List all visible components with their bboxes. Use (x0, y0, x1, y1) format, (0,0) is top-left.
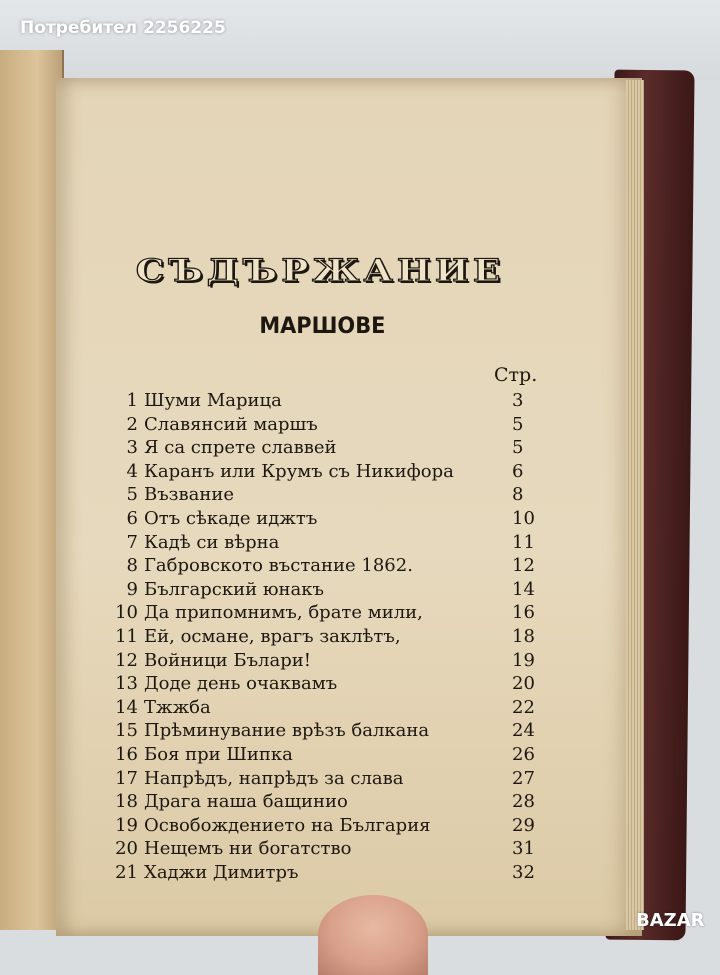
contents-heading (0, 250, 720, 292)
toc-entry-title: Боя при Шипка (144, 743, 293, 765)
toc-entry (110, 720, 550, 744)
toc-entry-title: Славянсий маршъ (144, 413, 318, 435)
toc-entry-title: Да припомнимъ, брате мили, (144, 602, 423, 624)
toc-entry (110, 673, 550, 697)
toc-entry-title: Драга наша бащинио (144, 791, 348, 813)
toc-entry-page: 14 (512, 578, 535, 600)
toc-entry (110, 697, 550, 721)
toc-entry (110, 532, 550, 556)
toc-entry-title: Освобождението на България (144, 814, 431, 836)
toc-entry-number: 16 (115, 743, 138, 765)
toc-entry-page: 27 (512, 767, 535, 789)
toc-entry-number: 13 (115, 673, 138, 695)
thumb (318, 895, 428, 975)
toc-entry-title: Нещемъ ни богатство (144, 838, 352, 860)
toc-entry-number: 21 (115, 861, 138, 883)
left-page (0, 50, 64, 930)
user-watermark: Потребител 2256225 (20, 18, 226, 38)
toc-entry (110, 768, 550, 792)
toc-entry-title: Габровското въстание 1862. (144, 555, 413, 577)
toc-entry-page: 28 (512, 791, 535, 813)
page-edges (626, 80, 644, 930)
toc-entry-number: 6 (126, 507, 138, 529)
toc-entry-title: Хаджи Димитръ (144, 861, 299, 883)
toc-entry-number: 14 (115, 696, 138, 718)
toc-entry-page: 24 (512, 720, 535, 742)
toc-entry-number: 5 (126, 484, 138, 506)
toc-entry-number: 3 (126, 437, 138, 459)
toc-entry-number: 7 (126, 531, 138, 553)
toc-entry-page: 10 (512, 507, 535, 529)
toc-entry-number: 8 (126, 555, 138, 577)
toc-entry (110, 579, 550, 603)
toc-entry-number: 11 (115, 625, 138, 647)
toc-entry (110, 791, 550, 815)
toc-entry-number: 19 (115, 814, 138, 836)
toc-entry-number: 9 (126, 578, 138, 600)
toc-entry-title: Българский юнакъ (144, 578, 324, 600)
toc-entry (110, 838, 550, 862)
toc-entry-number: 20 (115, 838, 138, 860)
toc-entry-page: 29 (512, 814, 535, 836)
toc-entry-title: Възвание (144, 484, 235, 506)
toc-entry-page: 18 (512, 625, 535, 647)
toc-entry-title: Ей, османе, врагъ заклѣтъ, (144, 625, 401, 647)
toc-entry-number: 15 (115, 720, 138, 742)
toc-entry-title: Шуми Марица (144, 390, 282, 411)
toc-entry-page: 31 (512, 838, 535, 860)
toc-entry-number: 1 (126, 390, 138, 411)
toc-entry (110, 437, 550, 461)
bazar-logo: BAZAR (636, 910, 705, 931)
toc-entry (110, 508, 550, 532)
toc-entry (110, 862, 550, 886)
toc-entry (110, 626, 550, 650)
toc-entry (110, 602, 550, 626)
toc-entry (110, 390, 550, 414)
toc-entry-title: Тжжба (144, 696, 211, 718)
toc-entry-page: 6 (512, 460, 524, 482)
toc-entry (110, 461, 550, 485)
section-heading: МАРШОВЕ (259, 314, 386, 339)
toc-entry-page: 5 (512, 413, 524, 435)
toc-entry (110, 555, 550, 579)
toc-entry-number: 17 (115, 767, 138, 789)
table-of-contents (110, 390, 550, 885)
toc-entry-title: Войници Бълари! (144, 649, 311, 671)
toc-entry-page: 20 (512, 673, 535, 695)
toc-entry (110, 815, 550, 839)
toc-entry-page: 12 (512, 555, 535, 577)
toc-entry-page: 19 (512, 649, 535, 671)
toc-entry-title: Отъ сѣкаде иджтъ (144, 507, 318, 529)
toc-entry-title: Кадѣ си вѣрна (144, 531, 280, 553)
toc-entry-title: Напрѣдъ, напрѣдъ за слава (144, 767, 404, 789)
toc-entry-title: Прѣминувание врѣзъ балкана (144, 720, 430, 742)
toc-entry-page: 5 (512, 437, 524, 459)
toc-entry-number: 2 (126, 413, 138, 435)
toc-entry (110, 650, 550, 674)
background (0, 0, 720, 80)
toc-entry (110, 484, 550, 508)
toc-entry-number: 4 (126, 460, 138, 482)
contents-heading-text: СЪДЪРЖАНИЕ (135, 253, 505, 289)
toc-entry-page: 3 (512, 390, 524, 411)
toc-entry-title: Доде день очаквамъ (144, 673, 338, 695)
toc-entry-page: 22 (512, 696, 535, 718)
toc-entry-page: 32 (512, 861, 535, 883)
toc-entry (110, 414, 550, 438)
toc-entry-number: 10 (115, 602, 138, 624)
toc-entry-title: Я са спрете славвей (144, 437, 337, 459)
toc-entry-page: 11 (512, 531, 535, 553)
toc-entry (110, 744, 550, 768)
toc-entry-number: 18 (115, 791, 138, 813)
toc-entry-page: 8 (512, 484, 524, 506)
toc-entry-page: 16 (512, 602, 535, 624)
page-column-label: Стр. (494, 364, 538, 386)
toc-entry-title: Каранъ или Крумъ съ Никифора (144, 460, 454, 482)
toc-entry-page: 26 (512, 743, 535, 765)
toc-entry-number: 12 (115, 649, 138, 671)
